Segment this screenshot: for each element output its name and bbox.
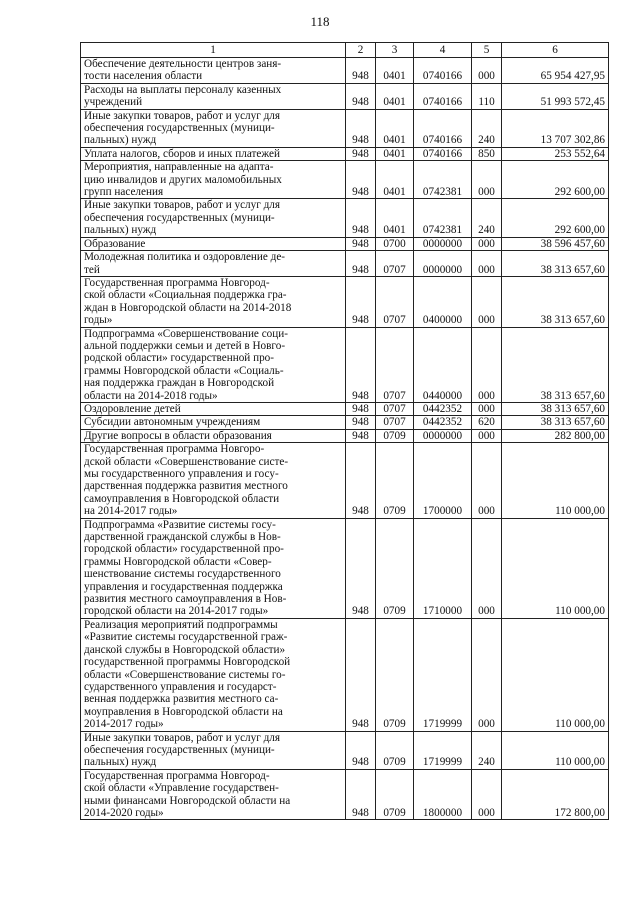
row-sum-cell: 292 600,00 — [502, 161, 609, 199]
column-header: 3 — [376, 43, 414, 58]
row-rz-cell: 0709 — [376, 518, 414, 618]
table-row — [81, 327, 609, 402]
row-sum-cell: 51 993 572,45 — [502, 83, 609, 109]
row-sum-cell: 38 313 657,60 — [502, 251, 609, 277]
table-row — [81, 109, 609, 147]
row-ved-cell: 948 — [346, 327, 376, 402]
row-csr-cell: 0740166 — [414, 58, 472, 84]
row-ved-cell: 948 — [346, 402, 376, 415]
table-row — [81, 58, 609, 84]
row-vr-cell: 110 — [472, 83, 502, 109]
row-rz-cell: 0709 — [376, 769, 414, 820]
row-csr-cell: 0742381 — [414, 161, 472, 199]
row-ved-cell: 948 — [346, 618, 376, 731]
row-csr-cell: 0000000 — [414, 429, 472, 442]
row-csr-cell: 1710000 — [414, 518, 472, 618]
row-csr-cell: 0740166 — [414, 83, 472, 109]
table-row — [81, 161, 609, 199]
page-number: 118 — [310, 14, 330, 29]
row-name-cell: Государственная программа Новгород- ской области «Управление государствен- ными финансами Новгородской области на 2014-2020 годы» — [81, 769, 346, 820]
row-rz-cell: 0707 — [376, 402, 414, 415]
row-sum-cell: 13 707 302,86 — [502, 109, 609, 147]
row-csr-cell: 1700000 — [414, 443, 472, 518]
table-row — [81, 769, 609, 820]
row-vr-cell: 000 — [472, 429, 502, 442]
table-row — [81, 443, 609, 518]
row-ved-cell: 948 — [346, 237, 376, 250]
row-vr-cell: 000 — [472, 327, 502, 402]
row-name-cell: Государственная программа Новгород- ской области «Социальная поддержка гра- ждан в Новгородской области на 2014-2018 годы» — [81, 276, 346, 327]
column-header: 4 — [414, 43, 472, 58]
table-row — [81, 237, 609, 250]
row-vr-cell: 000 — [472, 518, 502, 618]
row-sum-cell: 38 313 657,60 — [502, 416, 609, 429]
row-sum-cell: 110 000,00 — [502, 443, 609, 518]
row-rz-cell: 0709 — [376, 429, 414, 442]
row-vr-cell: 850 — [472, 147, 502, 160]
row-ved-cell: 948 — [346, 58, 376, 84]
row-rz-cell: 0401 — [376, 109, 414, 147]
row-csr-cell: 0742381 — [414, 199, 472, 237]
row-csr-cell: 0440000 — [414, 327, 472, 402]
row-vr-cell: 240 — [472, 199, 502, 237]
row-name-cell: Мероприятия, направленные на адапта- цию инвалидов и других маломобильных групп населения — [81, 161, 346, 199]
row-sum-cell: 38 313 657,60 — [502, 402, 609, 415]
row-name-cell: Уплата налогов, сборов и иных платежей — [81, 147, 346, 160]
table-row — [81, 731, 609, 769]
row-csr-cell: 0740166 — [414, 109, 472, 147]
row-vr-cell: 240 — [472, 731, 502, 769]
column-header: 5 — [472, 43, 502, 58]
row-ved-cell: 948 — [346, 769, 376, 820]
table-row — [81, 251, 609, 277]
row-ved-cell: 948 — [346, 443, 376, 518]
row-vr-cell: 620 — [472, 416, 502, 429]
column-header: 6 — [502, 43, 609, 58]
row-vr-cell: 000 — [472, 769, 502, 820]
row-name-cell: Другие вопросы в области образования — [81, 429, 346, 442]
table-row — [81, 416, 609, 429]
table-row — [81, 147, 609, 160]
row-name-cell: Оздоровление детей — [81, 402, 346, 415]
row-vr-cell: 000 — [472, 251, 502, 277]
column-header: 1 — [81, 43, 346, 58]
row-vr-cell: 000 — [472, 58, 502, 84]
row-name-cell: Субсидии автономным учреждениям — [81, 416, 346, 429]
row-ved-cell: 948 — [346, 83, 376, 109]
row-rz-cell: 0401 — [376, 58, 414, 84]
row-rz-cell: 0707 — [376, 276, 414, 327]
row-vr-cell: 000 — [472, 618, 502, 731]
row-csr-cell: 1800000 — [414, 769, 472, 820]
row-sum-cell: 253 552,64 — [502, 147, 609, 160]
row-name-cell: Иные закупки товаров, работ и услуг для обеспечения государственных (муници- пальных) нужд — [81, 109, 346, 147]
row-vr-cell: 000 — [472, 161, 502, 199]
row-sum-cell: 110 000,00 — [502, 618, 609, 731]
row-name-cell: Реализация мероприятий подпрограммы «Развитие системы государственной граж- данской службы в Новгородской области» государственной программы Новгородской области «Совершенствование системы го- сударственного управления и государст- венная поддержка развития местного са- моуправления в Новгородской области на 2014-2017 годы» — [81, 618, 346, 731]
row-ved-cell: 948 — [346, 109, 376, 147]
row-rz-cell: 0709 — [376, 731, 414, 769]
row-sum-cell: 172 800,00 — [502, 769, 609, 820]
row-sum-cell: 292 600,00 — [502, 199, 609, 237]
row-ved-cell: 948 — [346, 251, 376, 277]
row-rz-cell: 0707 — [376, 251, 414, 277]
row-name-cell: Подпрограмма «Развитие системы госу- дарственной гражданской службы в Нов- городской области» государственной про- граммы Новгородской области «Совер- шенствование системы государственного управления и государственная поддержка развития местного самоуправления в Нов- городской области на 2014-2017 годы» — [81, 518, 346, 618]
table-row — [81, 83, 609, 109]
table-row — [81, 276, 609, 327]
row-ved-cell: 948 — [346, 276, 376, 327]
row-name-cell: Расходы на выплаты персоналу казенных учреждений — [81, 83, 346, 109]
row-vr-cell: 000 — [472, 237, 502, 250]
row-rz-cell: 0401 — [376, 199, 414, 237]
row-ved-cell: 948 — [346, 731, 376, 769]
row-ved-cell: 948 — [346, 199, 376, 237]
table-header-row — [81, 43, 609, 58]
row-csr-cell: 0442352 — [414, 416, 472, 429]
row-rz-cell: 0707 — [376, 327, 414, 402]
row-rz-cell: 0709 — [376, 618, 414, 731]
table-row — [81, 199, 609, 237]
row-rz-cell: 0700 — [376, 237, 414, 250]
row-sum-cell: 110 000,00 — [502, 731, 609, 769]
row-name-cell: Подпрограмма «Совершенствование соци- альной поддержки семьи и детей в Новго- родской области» государственной про- граммы Новгородской области «Социаль- ная поддержка граждан в Новгородской области на 2014-2018 годы» — [81, 327, 346, 402]
row-name-cell: Государственная программа Новгоро- дской области «Совершенствование систе- мы государственного управления и госу- дарственная поддержка развития местного самоуправления в Новгородской области на 2014-2017 годы» — [81, 443, 346, 518]
row-sum-cell: 282 800,00 — [502, 429, 609, 442]
row-csr-cell: 1719999 — [414, 731, 472, 769]
row-csr-cell: 0000000 — [414, 237, 472, 250]
row-rz-cell: 0401 — [376, 147, 414, 160]
row-vr-cell: 000 — [472, 402, 502, 415]
table-row — [81, 402, 609, 415]
row-csr-cell: 0400000 — [414, 276, 472, 327]
row-ved-cell: 948 — [346, 147, 376, 160]
row-name-cell: Обеспечение деятельности центров заня- тости населения области — [81, 58, 346, 84]
row-sum-cell: 110 000,00 — [502, 518, 609, 618]
table-row — [81, 429, 609, 442]
row-csr-cell: 0442352 — [414, 402, 472, 415]
row-ved-cell: 948 — [346, 429, 376, 442]
table-row — [81, 518, 609, 618]
row-csr-cell: 0740166 — [414, 147, 472, 160]
table-row — [81, 618, 609, 731]
row-rz-cell: 0707 — [376, 416, 414, 429]
row-ved-cell: 948 — [346, 416, 376, 429]
row-name-cell: Молодежная политика и оздоровление де- тей — [81, 251, 346, 277]
row-sum-cell: 65 954 427,95 — [502, 58, 609, 84]
row-rz-cell: 0401 — [376, 83, 414, 109]
row-sum-cell: 38 596 457,60 — [502, 237, 609, 250]
row-sum-cell: 38 313 657,60 — [502, 276, 609, 327]
row-name-cell: Иные закупки товаров, работ и услуг для обеспечения государственных (муници- пальных) нужд — [81, 731, 346, 769]
budget-table — [80, 42, 609, 820]
table-body — [81, 58, 609, 820]
row-name-cell: Образование — [81, 237, 346, 250]
row-csr-cell: 1719999 — [414, 618, 472, 731]
row-rz-cell: 0401 — [376, 161, 414, 199]
row-csr-cell: 0000000 — [414, 251, 472, 277]
row-ved-cell: 948 — [346, 518, 376, 618]
row-vr-cell: 240 — [472, 109, 502, 147]
row-name-cell: Иные закупки товаров, работ и услуг для обеспечения государственных (муници- пальных) нужд — [81, 199, 346, 237]
row-ved-cell: 948 — [346, 161, 376, 199]
column-header: 2 — [346, 43, 376, 58]
row-vr-cell: 000 — [472, 443, 502, 518]
row-vr-cell: 000 — [472, 276, 502, 327]
row-rz-cell: 0709 — [376, 443, 414, 518]
row-sum-cell: 38 313 657,60 — [502, 327, 609, 402]
